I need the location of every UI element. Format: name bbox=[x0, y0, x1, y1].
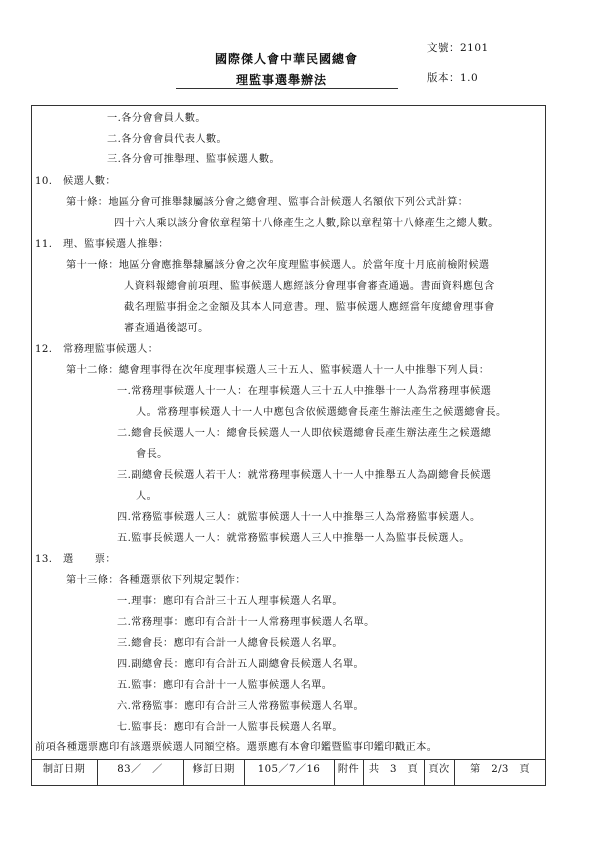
made-date-label: 制訂日期 bbox=[42, 764, 86, 775]
list-item: 會長。 bbox=[136, 449, 168, 460]
article-text: 第十一條：地區分會應推舉隸屬該分會之次年度理監事候選人。於當年度十月底前檢附候選 bbox=[66, 260, 490, 271]
article-text: 第十條：地區分會可推舉隸屬該分會之總會理、監事合計候選人名額依下列公式計算： bbox=[66, 197, 469, 208]
document-title: 理監事選舉辦法 bbox=[236, 73, 328, 87]
list-item: 三.各分會可推舉理、監事候選人數。 bbox=[107, 154, 281, 165]
version-label: 版本：1.0 bbox=[427, 72, 479, 84]
list-item: 七.監事長：應印有合計一人監事長候選人名單。 bbox=[117, 722, 343, 733]
list-item: 三.總會長：應印有合計一人總會長候選人名單。 bbox=[117, 638, 343, 649]
org-name: 國際傑人會中華民國總會 bbox=[215, 52, 359, 66]
section-heading: 11. 理、監事候選人推舉： bbox=[35, 239, 169, 250]
list-item: 二.各分會會員代表人數。 bbox=[107, 134, 228, 145]
doc-number: 文號：2101 bbox=[427, 42, 489, 54]
section-heading: 10. 候選人數： bbox=[35, 176, 116, 187]
list-item: 一.各分會會員人數。 bbox=[107, 113, 206, 124]
page-label: 頁次 bbox=[428, 764, 450, 775]
list-item: 五.監事長候選人一人：就常務監事候選人三人中推舉一人為監事長候選人。 bbox=[117, 533, 471, 544]
article-text: 審查通過後認可。 bbox=[124, 323, 209, 334]
article-text: 截名理監事捐金之金額及其本人同意書。理、監事候選人應經當年度總會理事會 bbox=[124, 302, 495, 313]
page-number: 第 2/3 頁 bbox=[470, 764, 530, 775]
list-item: 二.總會長候選人一人：總會長候選人一人即依候選總會長產生辦法產生之候選總 bbox=[117, 428, 492, 439]
footer-divider bbox=[31, 759, 546, 760]
list-item: 一.常務理事候選人十一人：在理事候選人三十五人中推舉十一人為常務理事候選 bbox=[117, 386, 492, 397]
list-item: 三.副總會長候選人若干人：就常務理事候選人十一人中推舉五人為副總會長候選 bbox=[117, 470, 492, 481]
article-text: 四十六人乘以該分會依章程第十八條產生之人數,除以章程第十八條產生之總人數。 bbox=[114, 218, 499, 229]
closing-note: 前項各種選票應印有該選票候選人同額空格。選票應有本會印鑑暨監事印鑑印戳正本。 bbox=[35, 742, 438, 753]
list-item: 二.常務理事：應印有合計十一人常務理事候選人名單。 bbox=[117, 617, 375, 628]
attachment-pages: 共 3 頁 bbox=[368, 764, 419, 775]
title-underline bbox=[176, 88, 398, 89]
list-item: 四.常務監事候選人三人：就監事候選人十一人中推舉三人為常務監事候選人。 bbox=[117, 512, 481, 523]
article-text: 人資料報總會前項理、監事候選人應經該分會理事會審查通過。書面資料應包含 bbox=[124, 281, 495, 292]
list-item: 六.常務監事：應印有合計三人常務監事候選人名單。 bbox=[117, 701, 365, 712]
article-text: 第十二條：總會理事得在次年度理事候選人三十五人、監事候選人十一人中推舉下列人員： bbox=[66, 365, 490, 376]
list-item: 人。常務理事候選人十一人中應包含依候選總會長產生辦法產生之候選總會長。 bbox=[136, 407, 507, 418]
section-heading: 13. 選 票： bbox=[35, 554, 116, 565]
made-date-value: 83／ ／ bbox=[117, 764, 163, 775]
attachment-label: 附件 bbox=[337, 764, 360, 775]
section-heading: 12. 常務理監事候選人： bbox=[35, 344, 159, 355]
revised-date-value: 105／7／16 bbox=[257, 764, 321, 775]
list-item: 一.理事：應印有合計三十五人理事候選人名單。 bbox=[117, 596, 343, 607]
revised-date-label: 修訂日期 bbox=[192, 764, 235, 775]
list-item: 人。 bbox=[136, 491, 158, 502]
list-item: 四.副總會長：應印有合計五人副總會長候選人名單。 bbox=[117, 659, 365, 670]
article-text: 第十三條：各種選票依下列規定製作： bbox=[66, 575, 246, 586]
list-item: 五.監事：應印有合計十一人監事候選人名單。 bbox=[117, 680, 333, 691]
